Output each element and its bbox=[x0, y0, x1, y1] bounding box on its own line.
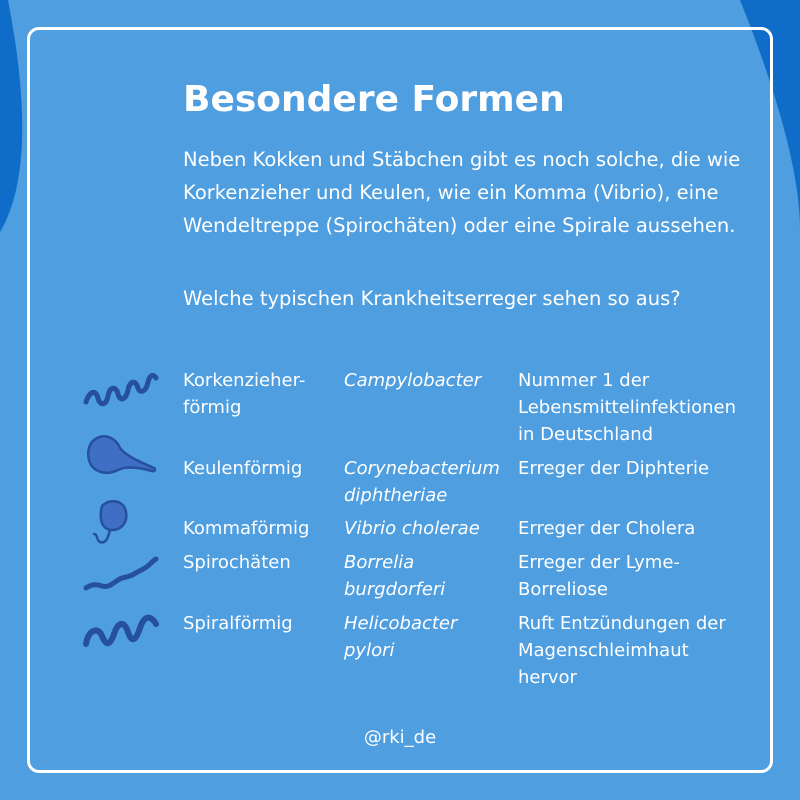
question-text: Welche typischen Krankheitserreger sehen so aus? bbox=[183, 287, 681, 310]
row-pathogen bbox=[344, 367, 481, 394]
row-note-line: Lebensmittelinfektionen bbox=[518, 397, 737, 418]
row-note-line: hervor bbox=[518, 667, 577, 688]
row-pathogen bbox=[344, 455, 500, 509]
row-note bbox=[518, 549, 680, 603]
row-note-line: Borreliose bbox=[518, 579, 608, 600]
row-shape bbox=[183, 455, 302, 482]
row-pathogen-line: Helicobacter bbox=[344, 613, 458, 634]
row-shape bbox=[183, 610, 293, 637]
intro-text bbox=[183, 143, 773, 242]
row-note bbox=[518, 455, 709, 482]
comma-bacterium-icon bbox=[80, 496, 162, 548]
row-note-line: Erreger der Diphterie bbox=[518, 458, 710, 479]
row-pathogen-line: burgdorferi bbox=[344, 579, 446, 600]
row-shape-line: Keulenförmig bbox=[183, 458, 303, 479]
row-note-line: Ruft Entzündungen der bbox=[518, 613, 726, 634]
row-note-line: Magenschleimhaut bbox=[518, 640, 689, 661]
row-pathogen-line: Vibrio cholerae bbox=[344, 518, 480, 539]
intro-line: Wendeltreppe (Spirochäten) oder eine Spirale aussehen. bbox=[183, 214, 736, 237]
row-note-line: Nummer 1 der bbox=[518, 370, 650, 391]
row-shape-line: Spirochäten bbox=[183, 552, 291, 573]
row-shape bbox=[183, 367, 305, 421]
social-handle: @rki_de bbox=[363, 727, 437, 748]
row-pathogen-line: pylori bbox=[344, 640, 395, 661]
row-shape-line: Korkenzieher- bbox=[183, 370, 306, 391]
row-note-line: in Deutschland bbox=[518, 424, 654, 445]
row-note-line: Erreger der Cholera bbox=[518, 518, 696, 539]
intro-line: Neben Kokken und Stäbchen gibt es noch solche, die wie bbox=[183, 148, 741, 171]
row-pathogen bbox=[344, 515, 480, 542]
row-note bbox=[518, 515, 695, 542]
row-pathogen-line: Campylobacter bbox=[344, 370, 482, 391]
row-shape-line: Spiralförmig bbox=[183, 613, 293, 634]
row-note bbox=[518, 610, 726, 691]
corkscrew-bacterium-icon bbox=[80, 364, 162, 416]
row-note-line: Erreger der Lyme- bbox=[518, 552, 680, 573]
spirochete-icon bbox=[80, 550, 162, 602]
club-bacterium-icon bbox=[80, 432, 162, 484]
intro-line: Korkenzieher und Keulen, wie ein Komma (Vibrio), eine bbox=[183, 181, 719, 204]
row-shape bbox=[183, 549, 291, 576]
row-pathogen bbox=[344, 549, 445, 603]
spiral-bacterium-icon bbox=[80, 604, 162, 656]
row-shape-line: Kommaförmig bbox=[183, 518, 310, 539]
page-title: Besondere Formen bbox=[183, 79, 565, 120]
row-note bbox=[518, 367, 736, 448]
row-shape-line: förmig bbox=[183, 397, 242, 418]
row-shape bbox=[183, 515, 309, 542]
row-pathogen-line: Corynebacterium bbox=[344, 458, 500, 479]
row-pathogen-line: diphtheriae bbox=[344, 485, 448, 506]
row-pathogen-line: Borrelia bbox=[344, 552, 415, 573]
row-pathogen bbox=[344, 610, 457, 664]
